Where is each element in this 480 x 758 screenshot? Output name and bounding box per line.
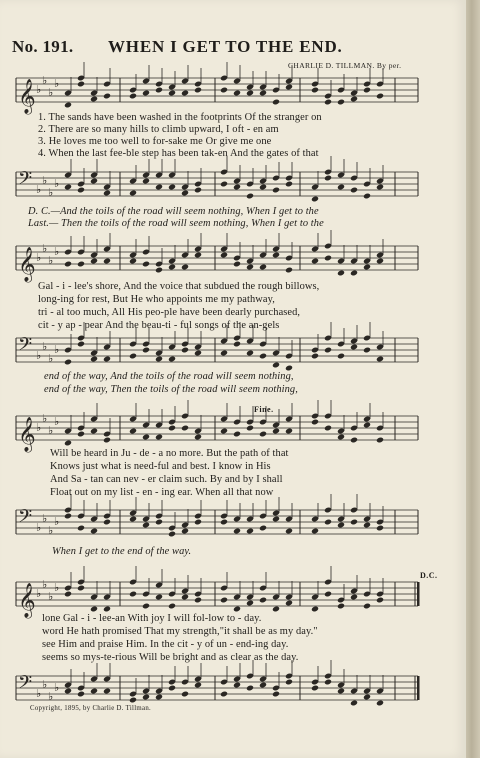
svg-text:𝄢: 𝄢 (18, 334, 33, 360)
svg-text:♭: ♭ (54, 681, 60, 694)
bass-staff-1 (0, 166, 466, 226)
svg-text:♭: ♭ (42, 678, 48, 691)
svg-text:♭: ♭ (54, 177, 60, 190)
svg-text:♭: ♭ (48, 254, 54, 267)
fine-mark: Fine. (254, 405, 274, 414)
svg-text:♭: ♭ (48, 86, 54, 99)
svg-text:♭: ♭ (48, 590, 54, 603)
svg-text:𝄞: 𝄞 (18, 247, 36, 282)
svg-text:♭: ♭ (36, 83, 42, 96)
svg-text:♭: ♭ (54, 77, 60, 90)
svg-text:𝄞: 𝄞 (18, 583, 36, 618)
svg-text:♭: ♭ (42, 242, 48, 255)
bass-staff-4 (0, 670, 466, 730)
svg-text:♭: ♭ (54, 343, 60, 356)
svg-text:♭: ♭ (36, 521, 42, 534)
hymn-title: WHEN I GET TO THE END. (108, 37, 343, 56)
bass-staff-2 (0, 332, 466, 392)
svg-text:♭: ♭ (48, 352, 54, 365)
composer-credit: CHARLIE D. TILLMAN. By per. (288, 61, 402, 70)
svg-text:♭: ♭ (36, 251, 42, 264)
svg-text:𝄢: 𝄢 (18, 168, 33, 194)
svg-text:♭: ♭ (48, 186, 54, 199)
svg-text:♭: ♭ (42, 512, 48, 525)
svg-text:♭: ♭ (54, 581, 60, 594)
svg-text:♭: ♭ (42, 174, 48, 187)
svg-text:𝄢: 𝄢 (18, 672, 33, 698)
svg-text:♭: ♭ (48, 524, 54, 537)
svg-text:♭: ♭ (42, 340, 48, 353)
svg-text:♭: ♭ (42, 412, 48, 425)
hymn-number: No. 191. (12, 37, 74, 56)
svg-text:♭: ♭ (54, 515, 60, 528)
dc-mark: D.C. (420, 571, 438, 580)
svg-text:♭: ♭ (48, 424, 54, 437)
svg-text:♭: ♭ (36, 687, 42, 700)
treble-staff-1 (0, 72, 466, 132)
book-edge (466, 0, 480, 758)
svg-text:♭: ♭ (54, 245, 60, 258)
svg-text:♭: ♭ (36, 421, 42, 434)
svg-text:♭: ♭ (36, 349, 42, 362)
svg-text:♭: ♭ (42, 74, 48, 87)
svg-text:♭: ♭ (54, 415, 60, 428)
copyright-notice: Copyright, 1895, by Charlie D. Tillman. (30, 705, 152, 712)
svg-text:𝄞: 𝄞 (18, 417, 36, 452)
svg-text:𝄞: 𝄞 (18, 79, 36, 114)
svg-text:♭: ♭ (36, 183, 42, 196)
svg-text:♭: ♭ (36, 587, 42, 600)
svg-text:♭: ♭ (42, 578, 48, 591)
svg-text:𝄢: 𝄢 (18, 506, 33, 532)
svg-text:♭: ♭ (48, 690, 54, 703)
